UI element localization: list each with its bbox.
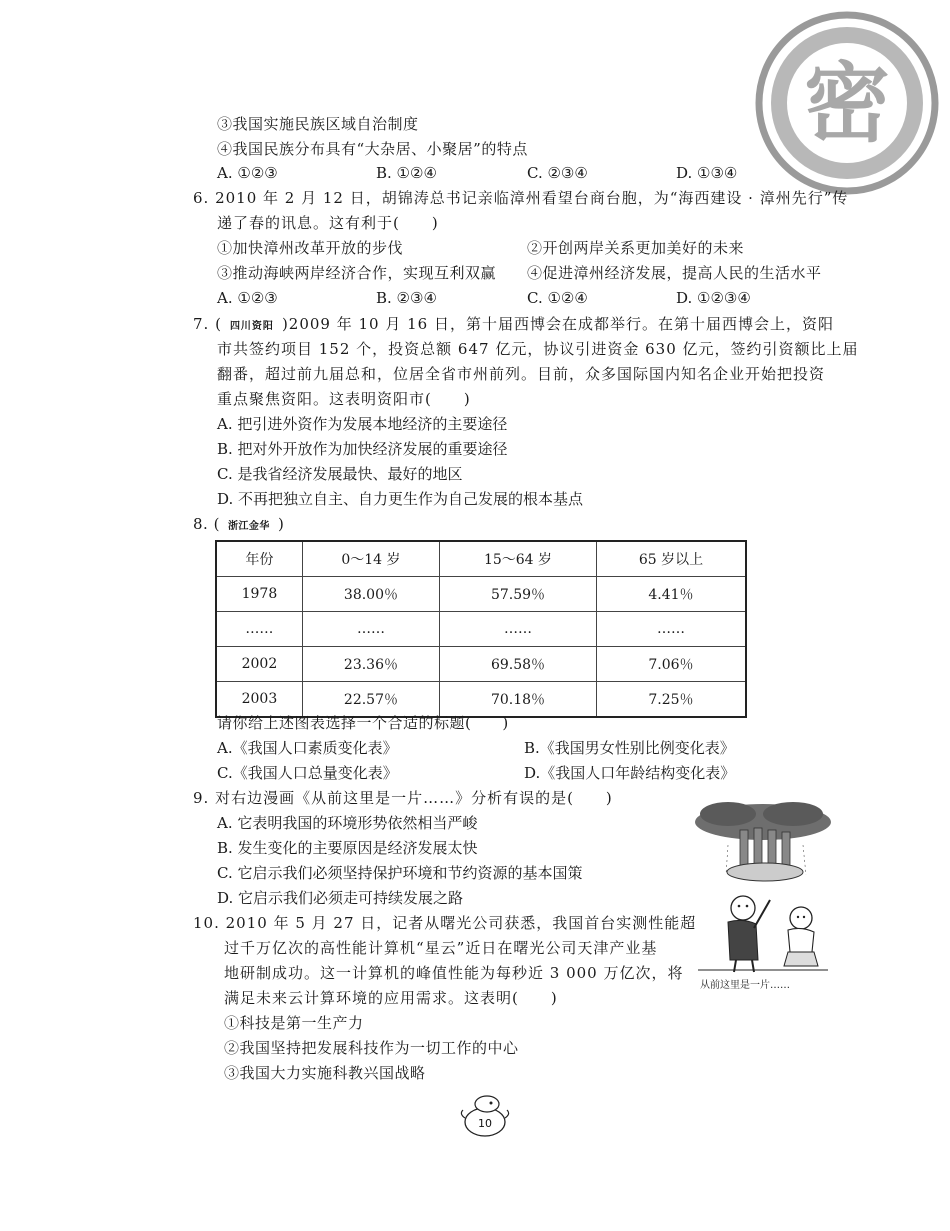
q10-statement-1: ①科技是第一生产力 xyxy=(224,1014,364,1032)
table-header-0-14: 0～14 岁 xyxy=(302,541,439,577)
q7-stem-line-1 xyxy=(193,313,834,338)
q8-close-paren: ) xyxy=(277,515,285,533)
secret-stamp xyxy=(752,8,942,198)
table-header-year: 年份 xyxy=(216,541,302,577)
table-header-15-64: 15～64 岁 xyxy=(440,541,597,577)
table-cell: 69.58％ xyxy=(440,647,597,682)
q5-option-b[interactable]: B. ①②④ xyxy=(376,164,437,182)
table-cell: 23.36％ xyxy=(302,647,439,682)
cartoon-caption: 从前这里是一片…… xyxy=(700,980,790,991)
q9-option-c[interactable]: C. 它启示我们必须坚持保护环境和节约资源的基本国策 xyxy=(217,864,583,882)
q7-stem-line-3: 翻番，超过前九届总和，位居全省市州前列。目前，众多国际国内知名企业开始把投资 xyxy=(217,365,826,383)
table-cell: 57.59％ xyxy=(440,577,597,612)
q5-statement-3: ③我国实施民族区域自治制度 xyxy=(217,115,419,133)
q8-option-c[interactable]: C.《我国人口总量变化表》 xyxy=(217,764,398,782)
table-cell: …… xyxy=(302,612,439,647)
q9-stem: 9. 对右边漫画《从前这里是一片……》分析有误的是( ) xyxy=(193,789,613,807)
table-row xyxy=(216,647,746,682)
q7-stem-line-4: 重点聚焦资阳。这表明资阳市( ) xyxy=(217,390,471,408)
q6-option-d[interactable]: D. ①②③④ xyxy=(676,289,751,307)
q7-number: 7. ( xyxy=(193,315,222,333)
table-header-row xyxy=(216,541,746,577)
q10-statement-2: ②我国坚持把发展科技作为一切工作的中心 xyxy=(224,1039,519,1057)
q5-option-d[interactable]: D. ①③④ xyxy=(676,164,738,182)
table-cell: 1978 xyxy=(216,577,302,612)
table-cell: 2003 xyxy=(216,682,302,718)
table-cell: 7.25％ xyxy=(596,682,746,718)
q8-stem xyxy=(193,513,284,538)
table-cell: …… xyxy=(596,612,746,647)
table-row xyxy=(216,612,746,647)
q5-option-a[interactable]: A. ①②③ xyxy=(217,164,278,182)
q6-statement-4: ④促进漳州经济发展，提高人民的生活水平 xyxy=(527,264,822,282)
q7-stem-text: )2009 年 10 月 16 日，第十届西博会在成都举行。在第十届西博会上，资阳 xyxy=(281,315,834,333)
table-cell: 22.57％ xyxy=(302,682,439,718)
q6-option-a[interactable]: A. ①②③ xyxy=(217,289,278,307)
pollution-cartoon xyxy=(688,800,838,975)
q6-option-c[interactable]: C. ①②④ xyxy=(527,289,588,307)
table-cell: …… xyxy=(216,612,302,647)
q9-option-b[interactable]: B. 发生变化的主要原因是经济发展太快 xyxy=(217,839,478,857)
page-number: 10 xyxy=(478,1117,492,1130)
stamp-character: 密 xyxy=(804,54,890,154)
q5-statement-4: ④我国民族分布具有“大杂居、小聚居”的特点 xyxy=(217,140,528,158)
q8-option-b[interactable]: B.《我国男女性别比例变化表》 xyxy=(524,739,735,757)
q7-source-tag: 四川资阳 xyxy=(229,321,274,332)
q6-option-b[interactable]: B. ②③④ xyxy=(376,289,437,307)
q10-stem-line-3: 地研制成功。这一计算机的峰值性能为每秒近 3 000 万亿次，将 xyxy=(224,964,684,982)
q8-number: 8. ( xyxy=(193,515,220,533)
table-cell: 2002 xyxy=(216,647,302,682)
q8-source-tag: 浙江金华 xyxy=(227,521,270,532)
table-row xyxy=(216,577,746,612)
table-cell: …… xyxy=(440,612,597,647)
q7-option-c[interactable]: C. 是我省经济发展最快、最好的地区 xyxy=(217,465,463,483)
q5-option-c[interactable]: C. ②③④ xyxy=(527,164,588,182)
q10-stem-line-1: 10. 2010 年 5 月 27 日，记者从曙光公司获悉，我国首台实测性能超 xyxy=(193,914,697,932)
q9-option-a[interactable]: A. 它表明我国的环境形势依然相当严峻 xyxy=(217,814,478,832)
page-number-badge xyxy=(455,1092,515,1140)
q10-stem-line-2: 过千万亿次的高性能计算机“星云”近日在曙光公司天津产业基 xyxy=(224,939,658,957)
q6-statement-3: ③推动海峡两岸经济合作，实现互利双赢 xyxy=(217,264,497,282)
table-cell: 7.06％ xyxy=(596,647,746,682)
q7-option-b[interactable]: B. 把对外开放作为加快经济发展的重要途径 xyxy=(217,440,508,458)
table-cell: 38.00％ xyxy=(302,577,439,612)
q8-option-d[interactable]: D.《我国人口年龄结构变化表》 xyxy=(524,764,736,782)
table-header-65-plus: 65 岁以上 xyxy=(596,541,746,577)
table-cell: 70.18％ xyxy=(440,682,597,718)
q9-option-d[interactable]: D. 它启示我们必须走可持续发展之路 xyxy=(217,889,464,907)
q8-option-a[interactable]: A.《我国人口素质变化表》 xyxy=(217,739,398,757)
q6-stem-line-1: 6. 2010 年 2 月 12 日，胡锦涛总书记亲临漳州看望台商台胞，为“海西建设 · 漳州先行”传 xyxy=(193,189,849,207)
q6-statement-1: ①加快漳州改革开放的步伐 xyxy=(217,239,404,257)
q10-statement-3: ③我国大力实施科教兴国战略 xyxy=(224,1064,426,1082)
q7-option-a[interactable]: A. 把引进外资作为发展本地经济的主要途径 xyxy=(217,415,508,433)
population-age-table xyxy=(215,540,747,718)
table-cell: 4.41％ xyxy=(596,577,746,612)
q8-prompt: 请你给上述图表选择一个合适的标题( ) xyxy=(217,714,509,732)
q6-stem-line-2: 递了春的讯息。这有利于( ) xyxy=(217,214,439,232)
q7-stem-line-2: 市共签约项目 152 个，投资总额 647 亿元，协议引进资金 630 亿元，签约引资额比上届 xyxy=(217,340,859,358)
q7-option-d[interactable]: D. 不再把独立自主、自力更生作为自己发展的根本基点 xyxy=(217,490,584,508)
q6-statement-2: ②开创两岸关系更加美好的未来 xyxy=(527,239,745,257)
q10-stem-line-4: 满足未来云计算环境的应用需求。这表明( ) xyxy=(224,989,558,1007)
